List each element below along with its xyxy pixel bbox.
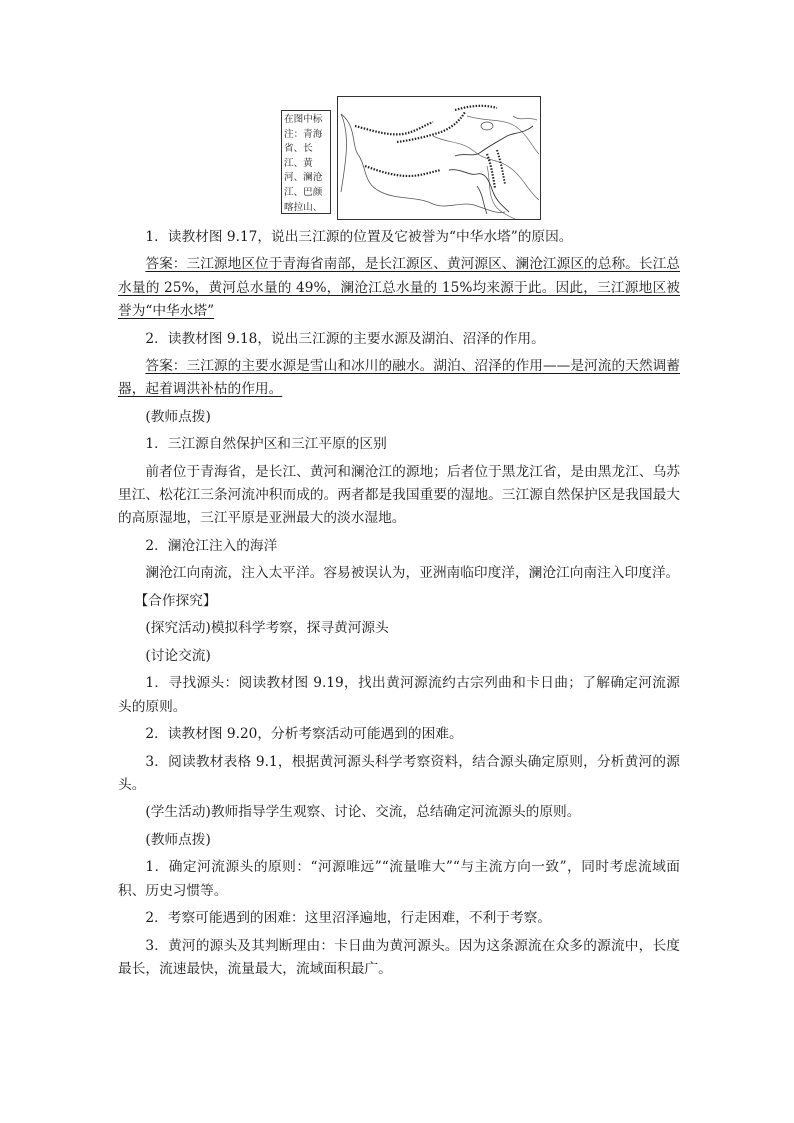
paragraph-p3: 3．黄河的源头及其判断理由：卡日曲为黄河源头。因为这条源流在众多的源流中，长度最长，流速最快，流量最大，流域面积最广。 (118, 937, 680, 977)
paragraph-q2: 2．读教材图 9.18，说出三江源的主要水源及湖泊、沼泽的作用。 (145, 330, 545, 347)
paragraph-disc: (讨论交流) (145, 647, 211, 664)
paragraph-p2: 2．考察可能遇到的困难：这里沼泽遍地，行走困难，不利于考察。 (145, 910, 552, 927)
paragraph-t2b: 澜沧江向南流，注入太平洋。容易被误认为，亚洲南临印度洋，澜沧江向南注入印度洋。 (145, 565, 680, 582)
paragraph-act1: (探究活动)模拟科学考察，探寻黄河源头 (145, 620, 389, 637)
paragraph-d1: 1．寻找源头：阅读教材图 9.19，找出黄河源流约古宗列曲和卡日曲；了解确定河流源头的原则。 (118, 675, 680, 715)
paragraph-coop: 【合作探究】 (134, 592, 217, 609)
paragraph-tip1: (教师点拨) (145, 408, 211, 425)
paragraph-p1: 1．确定河流源头的原则：“河源唯远”“流量唯大”“与主流方向一致”，同时考虑流域面积、历史习惯等。 (118, 859, 680, 899)
paragraph-stu: (学生活动)教师指导学生观察、讨论、交流，总结确定河流源头的原则。 (145, 804, 581, 821)
paragraph-a1: 答案：三江源地区位于青海省南部，是长江源区、黄河源区、澜沧江源区的总称。长江总水量的 25%，黄河总水量的 49%，澜沧江总水量的 15%均来源于此。因此，三江源地区被誉为“中华水塔” (118, 256, 680, 320)
paragraph-d3: 3．阅读教材表格 9.1，根据黄河源头科学考察资料，结合源头确定原则，分析黄河的源头。 (118, 753, 680, 793)
paragraph-t1b: 前者位于青海省，是长江、黄河和澜沧江的源地；后者位于黑龙江省，是由黑龙江、乌苏里江、松花江三条河流冲积而成的。两者都是我国重要的湿地。三江源自然保护区是我国最大的高原湿地，三江平原是亚洲最大的淡水湿地。 (118, 463, 680, 527)
figure-annotation: 在图中标注：青海省、长江、黄河、澜沧江、巴颜喀拉山、 (281, 110, 331, 214)
paragraph-t2: 2．澜沧江注入的海洋 (145, 537, 278, 554)
paragraph-d2: 2．读教材图 9.20，分析考察活动可能遇到的困难。 (145, 726, 463, 743)
map-figure (281, 96, 541, 220)
three-rivers-source-map (337, 96, 541, 220)
paragraph-q1: 1．读教材图 9.17，说出三江源的位置及它被誉为“中华水塔”的原因。 (145, 229, 573, 245)
paragraph-a2: 答案：三江源的主要水源是雪山和冰川的融水。湖泊、沼泽的作用——是河流的天然调蓄器，起着调洪补枯的作用。 (118, 358, 680, 398)
paragraph-tip2: (教师点拨) (145, 831, 211, 848)
document-body (118, 226, 680, 985)
paragraph-t1: 1．三江源自然保护区和三江平原的区别 (145, 436, 387, 453)
